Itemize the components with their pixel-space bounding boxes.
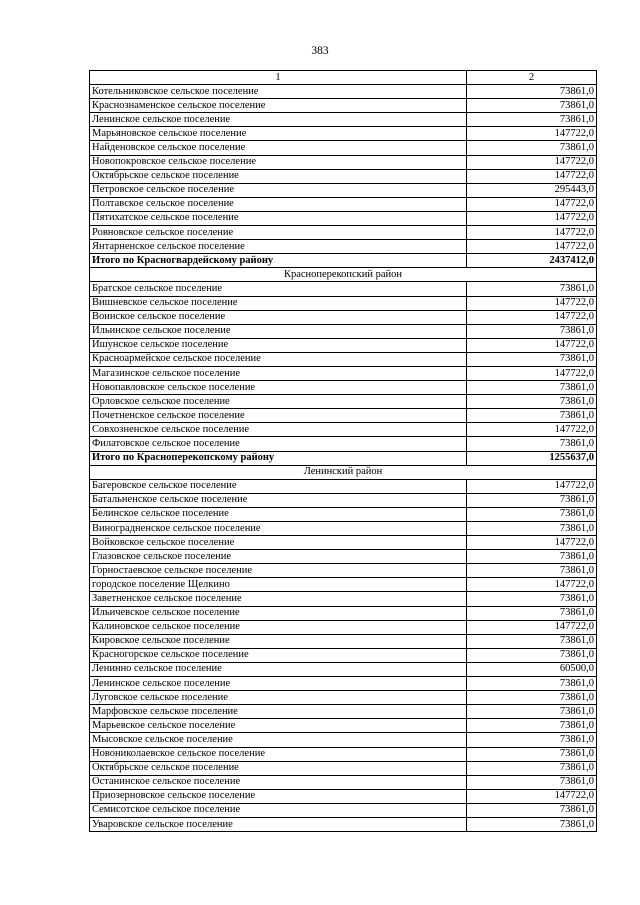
allocation-amount: 73861,0 bbox=[467, 493, 597, 507]
allocation-amount: 73861,0 bbox=[467, 761, 597, 775]
table-row bbox=[90, 409, 597, 423]
settlement-name: Белинское сельское поселение bbox=[90, 507, 467, 521]
table-row bbox=[90, 747, 597, 761]
table-row bbox=[90, 183, 597, 197]
settlement-name: Братское сельское поселение bbox=[90, 282, 467, 296]
settlement-name: Заветненское сельское поселение bbox=[90, 592, 467, 606]
table-row bbox=[90, 677, 597, 691]
settlement-name: Петровское сельское поселение bbox=[90, 183, 467, 197]
allocation-amount: 73861,0 bbox=[467, 817, 597, 831]
column-header-2: 2 bbox=[467, 71, 597, 85]
table-row bbox=[90, 113, 597, 127]
settlement-name: Пятихатское сельское поселение bbox=[90, 211, 467, 225]
table-row bbox=[90, 789, 597, 803]
allocation-amount: 147722,0 bbox=[467, 479, 597, 493]
district-total-row bbox=[90, 254, 597, 268]
allocation-amount: 73861,0 bbox=[467, 352, 597, 366]
table-row bbox=[90, 634, 597, 648]
settlement-name: Совхозненское сельское поселение bbox=[90, 423, 467, 437]
table-row bbox=[90, 662, 597, 676]
table-row bbox=[90, 648, 597, 662]
table-row bbox=[90, 169, 597, 183]
settlement-name: Новониколаевское сельское поселение bbox=[90, 747, 467, 761]
settlement-name: Марьяновское сельское поселение bbox=[90, 127, 467, 141]
settlement-name: Красногорское сельское поселение bbox=[90, 648, 467, 662]
settlement-name: Батальненское сельское поселение bbox=[90, 493, 467, 507]
settlement-name: Красноармейское сельское поселение bbox=[90, 352, 467, 366]
total-amount: 1255637,0 bbox=[467, 451, 597, 465]
settlement-name: Воинское сельское поселение bbox=[90, 310, 467, 324]
table-row bbox=[90, 423, 597, 437]
settlement-name: Приозерновское сельское поселение bbox=[90, 789, 467, 803]
table-row bbox=[90, 99, 597, 113]
district-total-row bbox=[90, 451, 597, 465]
settlement-name: Новопокровское сельское поселение bbox=[90, 155, 467, 169]
district-heading: Красноперекопский район bbox=[90, 268, 597, 282]
allocation-amount: 73861,0 bbox=[467, 592, 597, 606]
allocation-amount: 147722,0 bbox=[467, 789, 597, 803]
allocation-amount: 147722,0 bbox=[467, 197, 597, 211]
settlement-name: Останинское сельское поселение bbox=[90, 775, 467, 789]
settlement-name: Новопавловское сельское поселение bbox=[90, 381, 467, 395]
table-row bbox=[90, 310, 597, 324]
allocation-amount: 73861,0 bbox=[467, 606, 597, 620]
table-header-row bbox=[90, 71, 597, 85]
allocation-amount: 73861,0 bbox=[467, 634, 597, 648]
allocation-amount: 147722,0 bbox=[467, 127, 597, 141]
district-heading-row bbox=[90, 465, 597, 479]
allocation-amount: 73861,0 bbox=[467, 691, 597, 705]
table-row bbox=[90, 507, 597, 521]
settlement-name: Багеровское сельское поселение bbox=[90, 479, 467, 493]
allocation-amount: 73861,0 bbox=[467, 775, 597, 789]
settlement-name: городское поселение Щелкино bbox=[90, 578, 467, 592]
table-row bbox=[90, 296, 597, 310]
table-row bbox=[90, 493, 597, 507]
table-row bbox=[90, 155, 597, 169]
allocation-amount: 73861,0 bbox=[467, 522, 597, 536]
settlement-name: Найденовское сельское поселение bbox=[90, 141, 467, 155]
settlement-name: Почетненское сельское поселение bbox=[90, 409, 467, 423]
settlement-name: Магазинское сельское поселение bbox=[90, 366, 467, 380]
table-row bbox=[90, 395, 597, 409]
total-label: Итого по Красноперекопскому району bbox=[90, 451, 467, 465]
settlement-name: Марьевское сельское поселение bbox=[90, 719, 467, 733]
district-heading-row bbox=[90, 268, 597, 282]
settlement-name: Мысовское сельское поселение bbox=[90, 733, 467, 747]
settlement-name: Калиновское сельское поселение bbox=[90, 620, 467, 634]
allocation-amount: 73861,0 bbox=[467, 564, 597, 578]
settlement-name: Ровновское сельское поселение bbox=[90, 226, 467, 240]
total-amount: 2437412,0 bbox=[467, 254, 597, 268]
allocation-amount: 73861,0 bbox=[467, 719, 597, 733]
settlement-name: Орловское сельское поселение bbox=[90, 395, 467, 409]
settlement-name: Филатовское сельское поселение bbox=[90, 437, 467, 451]
allocation-amount: 73861,0 bbox=[467, 282, 597, 296]
allocation-amount: 147722,0 bbox=[467, 338, 597, 352]
settlement-name: Вишневское сельское поселение bbox=[90, 296, 467, 310]
allocation-amount: 147722,0 bbox=[467, 620, 597, 634]
allocation-amount: 147722,0 bbox=[467, 296, 597, 310]
column-header-1: 1 bbox=[90, 71, 467, 85]
settlement-name: Уваровское сельское поселение bbox=[90, 817, 467, 831]
table-body bbox=[90, 71, 597, 832]
allocation-amount: 147722,0 bbox=[467, 536, 597, 550]
table-row bbox=[90, 197, 597, 211]
table-row bbox=[90, 733, 597, 747]
table-row bbox=[90, 479, 597, 493]
settlement-name: Ленинское сельское поселение bbox=[90, 113, 467, 127]
allocation-amount: 73861,0 bbox=[467, 803, 597, 817]
table-row bbox=[90, 381, 597, 395]
allocation-amount: 73861,0 bbox=[467, 733, 597, 747]
table-row bbox=[90, 592, 597, 606]
settlement-name: Ленинское сельское поселение bbox=[90, 677, 467, 691]
allocation-amount: 73861,0 bbox=[467, 550, 597, 564]
total-label: Итого по Красногвардейскому району bbox=[90, 254, 467, 268]
page-number: 383 bbox=[311, 45, 329, 57]
settlement-name: Полтавское сельское поселение bbox=[90, 197, 467, 211]
table-row bbox=[90, 352, 597, 366]
allocation-amount: 73861,0 bbox=[467, 409, 597, 423]
table-row bbox=[90, 761, 597, 775]
settlement-name: Кировское сельское поселение bbox=[90, 634, 467, 648]
table-row bbox=[90, 282, 597, 296]
table-row bbox=[90, 691, 597, 705]
table-row bbox=[90, 719, 597, 733]
allocation-amount: 295443,0 bbox=[467, 183, 597, 197]
table-row bbox=[90, 803, 597, 817]
table-row bbox=[90, 85, 597, 99]
allocation-amount: 147722,0 bbox=[467, 240, 597, 254]
table-row bbox=[90, 127, 597, 141]
table-row bbox=[90, 564, 597, 578]
settlement-name: Глазовское сельское поселение bbox=[90, 550, 467, 564]
table-row bbox=[90, 550, 597, 564]
allocation-amount: 73861,0 bbox=[467, 507, 597, 521]
allocation-amount: 73861,0 bbox=[467, 141, 597, 155]
table-row bbox=[90, 437, 597, 451]
table-row bbox=[90, 338, 597, 352]
settlement-name: Краснознаменское сельское поселение bbox=[90, 99, 467, 113]
allocation-amount: 73861,0 bbox=[467, 85, 597, 99]
allocation-amount: 73861,0 bbox=[467, 747, 597, 761]
allocation-amount: 73861,0 bbox=[467, 381, 597, 395]
table-row bbox=[90, 522, 597, 536]
settlement-name: Ленинно сельское поселение bbox=[90, 662, 467, 676]
table-row bbox=[90, 366, 597, 380]
allocation-amount: 73861,0 bbox=[467, 395, 597, 409]
allocation-amount: 73861,0 bbox=[467, 677, 597, 691]
allocation-amount: 60500,0 bbox=[467, 662, 597, 676]
settlement-name: Котельниковское сельское поселение bbox=[90, 85, 467, 99]
allocation-amount: 147722,0 bbox=[467, 578, 597, 592]
table-row bbox=[90, 817, 597, 831]
settlement-name: Янтарненское сельское поселение bbox=[90, 240, 467, 254]
settlement-name: Ильинское сельское поселение bbox=[90, 324, 467, 338]
district-heading: Ленинский район bbox=[90, 465, 597, 479]
allocation-amount: 73861,0 bbox=[467, 705, 597, 719]
table-row bbox=[90, 775, 597, 789]
allocation-amount: 147722,0 bbox=[467, 423, 597, 437]
table-row bbox=[90, 324, 597, 338]
table-row bbox=[90, 606, 597, 620]
allocation-table bbox=[89, 70, 597, 832]
settlement-name: Войковское сельское поселение bbox=[90, 536, 467, 550]
allocation-amount: 73861,0 bbox=[467, 324, 597, 338]
table-row bbox=[90, 620, 597, 634]
allocation-amount: 147722,0 bbox=[467, 155, 597, 169]
allocation-amount: 73861,0 bbox=[467, 648, 597, 662]
settlement-name: Горностаевское сельское поселение bbox=[90, 564, 467, 578]
table-row bbox=[90, 536, 597, 550]
allocation-amount: 73861,0 bbox=[467, 437, 597, 451]
allocation-amount: 147722,0 bbox=[467, 169, 597, 183]
table-row bbox=[90, 211, 597, 225]
settlement-name: Луговское сельское поселение bbox=[90, 691, 467, 705]
settlement-name: Октябрьское сельское поселение bbox=[90, 169, 467, 183]
settlement-name: Марфовское сельское поселение bbox=[90, 705, 467, 719]
allocation-amount: 73861,0 bbox=[467, 113, 597, 127]
settlement-name: Семисотское сельское поселение bbox=[90, 803, 467, 817]
allocation-amount: 147722,0 bbox=[467, 310, 597, 324]
table-row bbox=[90, 141, 597, 155]
table-row bbox=[90, 240, 597, 254]
settlement-name: Виноградненское сельское поселение bbox=[90, 522, 467, 536]
settlement-name: Ильичевское сельское поселение bbox=[90, 606, 467, 620]
settlement-name: Ишунское сельское поселение bbox=[90, 338, 467, 352]
table-row bbox=[90, 226, 597, 240]
allocation-amount: 73861,0 bbox=[467, 99, 597, 113]
allocation-amount: 147722,0 bbox=[467, 226, 597, 240]
table-row bbox=[90, 578, 597, 592]
allocation-amount: 147722,0 bbox=[467, 211, 597, 225]
allocation-amount: 147722,0 bbox=[467, 366, 597, 380]
table-row bbox=[90, 705, 597, 719]
settlement-name: Октябрьское сельское поселение bbox=[90, 761, 467, 775]
